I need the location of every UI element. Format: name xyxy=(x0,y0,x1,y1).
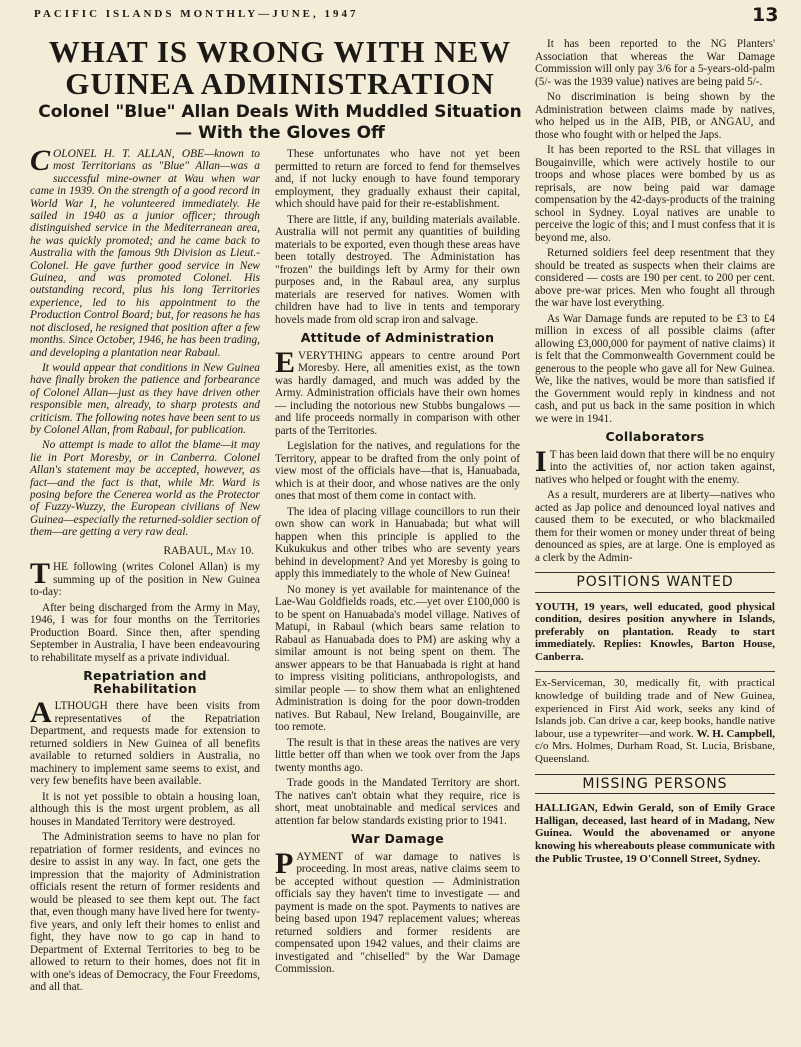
section-heading: Attitude of Administration xyxy=(300,330,495,345)
dateline: RABAUL, May 10. xyxy=(163,544,254,557)
body-paragraph: These unfortunates who have not yet been permitted to return are forced to fend for themselves and, if not lucky enough to have found temporary employment, they gradually exhaust their capital, which should have paid for their re-establishment. xyxy=(275,148,520,210)
intro-paragraph: It would appear that conditions in New Guinea have finally broken the patience and forbearance of Colonel Allan—just as they have driven other responsible men, already, to sharp protests and criticism. The following notes have been sent to us by Colonel Allan, from Rabaul, for publication. xyxy=(30,361,260,436)
article-headline: WHAT IS WRONG WITH NEW GUINEA ADMINISTRATION xyxy=(48,34,512,101)
editorial-intro xyxy=(30,144,260,539)
page-number: 13 xyxy=(752,4,779,26)
classified-ad: Ex-Serviceman, 30, medically fit, with practical knowledge of building trade and of New Guinea, experienced in First Aid work, seeks any kind of Islands job. Can drive a car, keep books, handle native labour, use a typewriter—and work. W. H. Campbell, c/o Mrs. Holmes, Durham Road, St. Lucia, Brisbane, Queensland. xyxy=(535,677,776,766)
body-paragraph: Returned soldiers feel deep resentment that they should be treated as suspects when their claims are considered — costs are 190 per cent. to 200 per cent. above pre-war prices. Men who fought all through the war have lost everything. xyxy=(535,247,775,309)
drop-cap: T xyxy=(30,557,51,591)
drop-cap: A xyxy=(30,696,52,730)
body-paragraph: The Administration seems to have no plan for repatriation of former residents, and evinces no desire to assist in any way. In fact, one gets the impression that the majority of Administration officials resent the return of former residents and would be pleased to see them kept out. The fact that, even though many have lived here for twenty-five years, and only left their homes to enlist and fight, they have now to go cap in hand to Department of External Territories to beg to be allowed to return to their homes, does not fit in with one's ideas of Democracy, the Four Freedoms, and all that. xyxy=(30,831,260,994)
classified-ad: YOUTH, 19 years, well educated, good physical condition, desires position anywhere in Islands, preferably on plantation. Ready to start immediately. Replies: Knowles, Barton House, Canberra. xyxy=(535,600,775,663)
section-heading: Repatriation and Rehabilitation xyxy=(83,668,207,696)
drop-cap: E xyxy=(275,345,296,379)
article-subhead: Colonel "Blue" Allan Deals With Muddled Situation — With the Gloves Off xyxy=(38,102,522,143)
body-paragraph: I T has been laid down that there will be no enquiry into the activities of, nor action taken against, natives who helped or fought with the enemy. xyxy=(535,444,775,486)
classified-ad: HALLIGAN, Edwin Gerald, son of Emily Grace Halligan, deceased, last heard of in Madang, New Guinea. Would the abovenamed or anyone knowing his whereabouts please communicate with the Public Trustee, 19 O'Connell Street, Sydney. xyxy=(535,802,775,865)
drop-cap: I xyxy=(535,444,547,478)
body-paragraph: As a result, murderers are at liberty—natives who acted as Jap police and denounced loyal natives and caused them to be executed, or who blackmailed them for their women or money under threat of being denounced as spies, are at large. One is employed as a clerk by the Admin- xyxy=(535,489,775,564)
body-paragraph: The idea of placing village councillors to run their own show can work in Hanuabada; but what will happen when this principle is applied to the Kukukukus and other tribes who are seventy years behind in development? And yet Moresby is going to apply this immediately to the whole of New Guinea! xyxy=(275,505,520,580)
ad-divider xyxy=(535,671,775,672)
body-paragraph: The result is that in these areas the natives are very little better off than when we took over from the Japs twenty months ago. xyxy=(275,736,520,774)
body-paragraph: THE following (writes Colonel Allan) is my summing up of the position in New Guinea to-day: xyxy=(30,557,260,599)
column-3 xyxy=(535,38,775,873)
body-paragraph: PAYMENT of war damage to natives is proceeding. In most areas, native claims seem to be accepted without question — Administration officials say they haven't time to investigate — and payment is made on the spot. Payments to natives are being based upon 1947 replacement values; whereas returned soldiers and former residents are compensated upon 1942 values, and their claims are investigated and "chiselled" by the War Damage Commission. xyxy=(275,846,520,975)
section-heading: War Damage xyxy=(351,831,444,846)
body-paragraph: It has been reported to the NG Planters' Association that whereas the War Damage Commission will only pay 3/6 for a 5-years-old-palm (5/- was the 1939 value) natives are being paid 5/-. xyxy=(535,38,775,88)
body-paragraph: No discrimination is being shown by the Administration between claims made by natives, who helped us in the AIB, PIB, or ANGAU, and those who fought with or helped the Japs. xyxy=(535,91,775,141)
missing-persons-heading: MISSING PERSONS xyxy=(535,774,775,795)
positions-wanted-heading: POSITIONS WANTED xyxy=(535,572,775,593)
intro-paragraph: COLONEL H. T. ALLAN, OBE—known to most Territorians as "Blue" Allan—was a successful mine-owner at Wau when war came in 1939. On the strength of a good record in World War I, he volunteered immediately. He sailed in 1940 as a junior officer; through distinguished service in the Mediterranean area, he was quickly promoted; and he came back to Australia with the famous 9th Division as Lieut.-Colonel. He gave further good service in New Guinea, and was promoted Colonel. His outstanding record, plus his long Territories experience, led to his appointment to the Production Control Board; but, for reasons he has not disclosed, he resigned that position after a few months. Since October, 1946, he has been trading, and developing a plantation near Rabaul. xyxy=(30,144,260,359)
body-paragraph: Legislation for the natives, and regulations for the Territory, appear to be drafted from the only point of view most of the officials have—that is, Hanuabada, which is at their door, and whose natives are the only ones that most of them come in contact with. xyxy=(275,440,520,502)
column-2 xyxy=(275,148,520,979)
section-heading: Collaborators xyxy=(605,429,705,444)
body-paragraph: Trade goods in the Mandated Territory are short. The natives can't obtain what they require, rice is short, meat unobtainable and medical services and attention far below standards existing prior to 1941. xyxy=(275,777,520,827)
body-paragraph: No money is yet available for maintenance of the Lae-Wau Goldfields roads, etc.—yet over £100,000 is to be spent on Hanuabada's model village. Natives of Matupi, in Rabaul (which bears same relation to Rabaul as Hanuabada does to PM) are asking why a similar amount is not being spent on them. The answer appears to be that Hanuabada is right at hand to impress visiting politicians, anthropologists, and similar people — to show them what an enlightened Administration is doing for the poor down-trodden natives. But Rabaul, New Ireland, Bougainville, are too remote. xyxy=(275,583,520,733)
body-paragraph: It has been reported to the RSL that villages in Bougainville, which were actively hostile to our troops and whose places were bombed by us as reprisals, are now being paid war damage compensation by the 42-days-products of the training school in Sydney. Loyal natives are unable to perceive the logic of this; and I must confess that it is beyond me, also. xyxy=(535,144,775,244)
column-1 xyxy=(30,144,260,997)
body-paragraph: ALTHOUGH there have been visits from representatives of the Repatriation Department, and requests made for extension to returned soldiers in New Guinea of all benefits available to returned soldiers in Australia, no machinery to implement same seems to exist, and very few benefits have been available. xyxy=(30,696,260,788)
body-paragraph: It is not yet possible to obtain a housing loan, although this is the most urgent problem, as all houses in Mandated Territory were destroyed. xyxy=(30,790,260,828)
running-header: PACIFIC ISLANDS MONTHLY—JUNE, 1947 xyxy=(34,8,359,20)
body-paragraph: As War Damage funds are reputed to be £3 to £4 million in excess of all possible claims (after allowing £3,000,000 for payment of native claims) it is felt that the Commonwealth Government could be generous to the people who gave all for New Guinea. We, like the natives, would be more than satisfied if the Government would reply in kindness and not cash, and put us back in the same position in which we were in 1941. xyxy=(535,312,775,425)
body-paragraph: EVERYTHING appears to centre around Port Moresby. Here, all amenities exist, as the town was hardly damaged, and much was added by the Army. Administration officials have their own homes — including the notorious new Stubbs bungalows — and life proceeds normally in comparison with other parts of the Territories. xyxy=(275,345,520,437)
body-paragraph: After being discharged from the Army in May, 1946, I was for four months on the Territories Production Board. Since then, after spending September in Australia, I have been endeavouring to rehabilitate myself as a private individual. xyxy=(30,601,260,664)
drop-cap: P xyxy=(275,846,294,880)
drop-cap: C xyxy=(30,144,51,177)
body-paragraph: There are little, if any, building materials available. Australia will not permit any quantities of building materials to be exported, even though these areas have been totally destroyed. The Administation has "frozen" the buildings left by Army for their own purposes and, in the Rabaul area, any surplus materials are reserved for natives. Women with children have had to live in tents and temporary hovels made from old scrap iron and salvage. xyxy=(275,213,520,326)
intro-paragraph: No attempt is made to allot the blame—it may lie in Port Moresby, or in Canberra. Colonel Allan's statement may be accepted, however, as fact—and the fact is that, while Mr. Ward is posing before the Cenerea world as the Protector of Fuzzy-Wuzzy, the European civilians of New Guinea—especially the returned-soldier section of them—are getting a very raw deal. xyxy=(30,439,260,539)
